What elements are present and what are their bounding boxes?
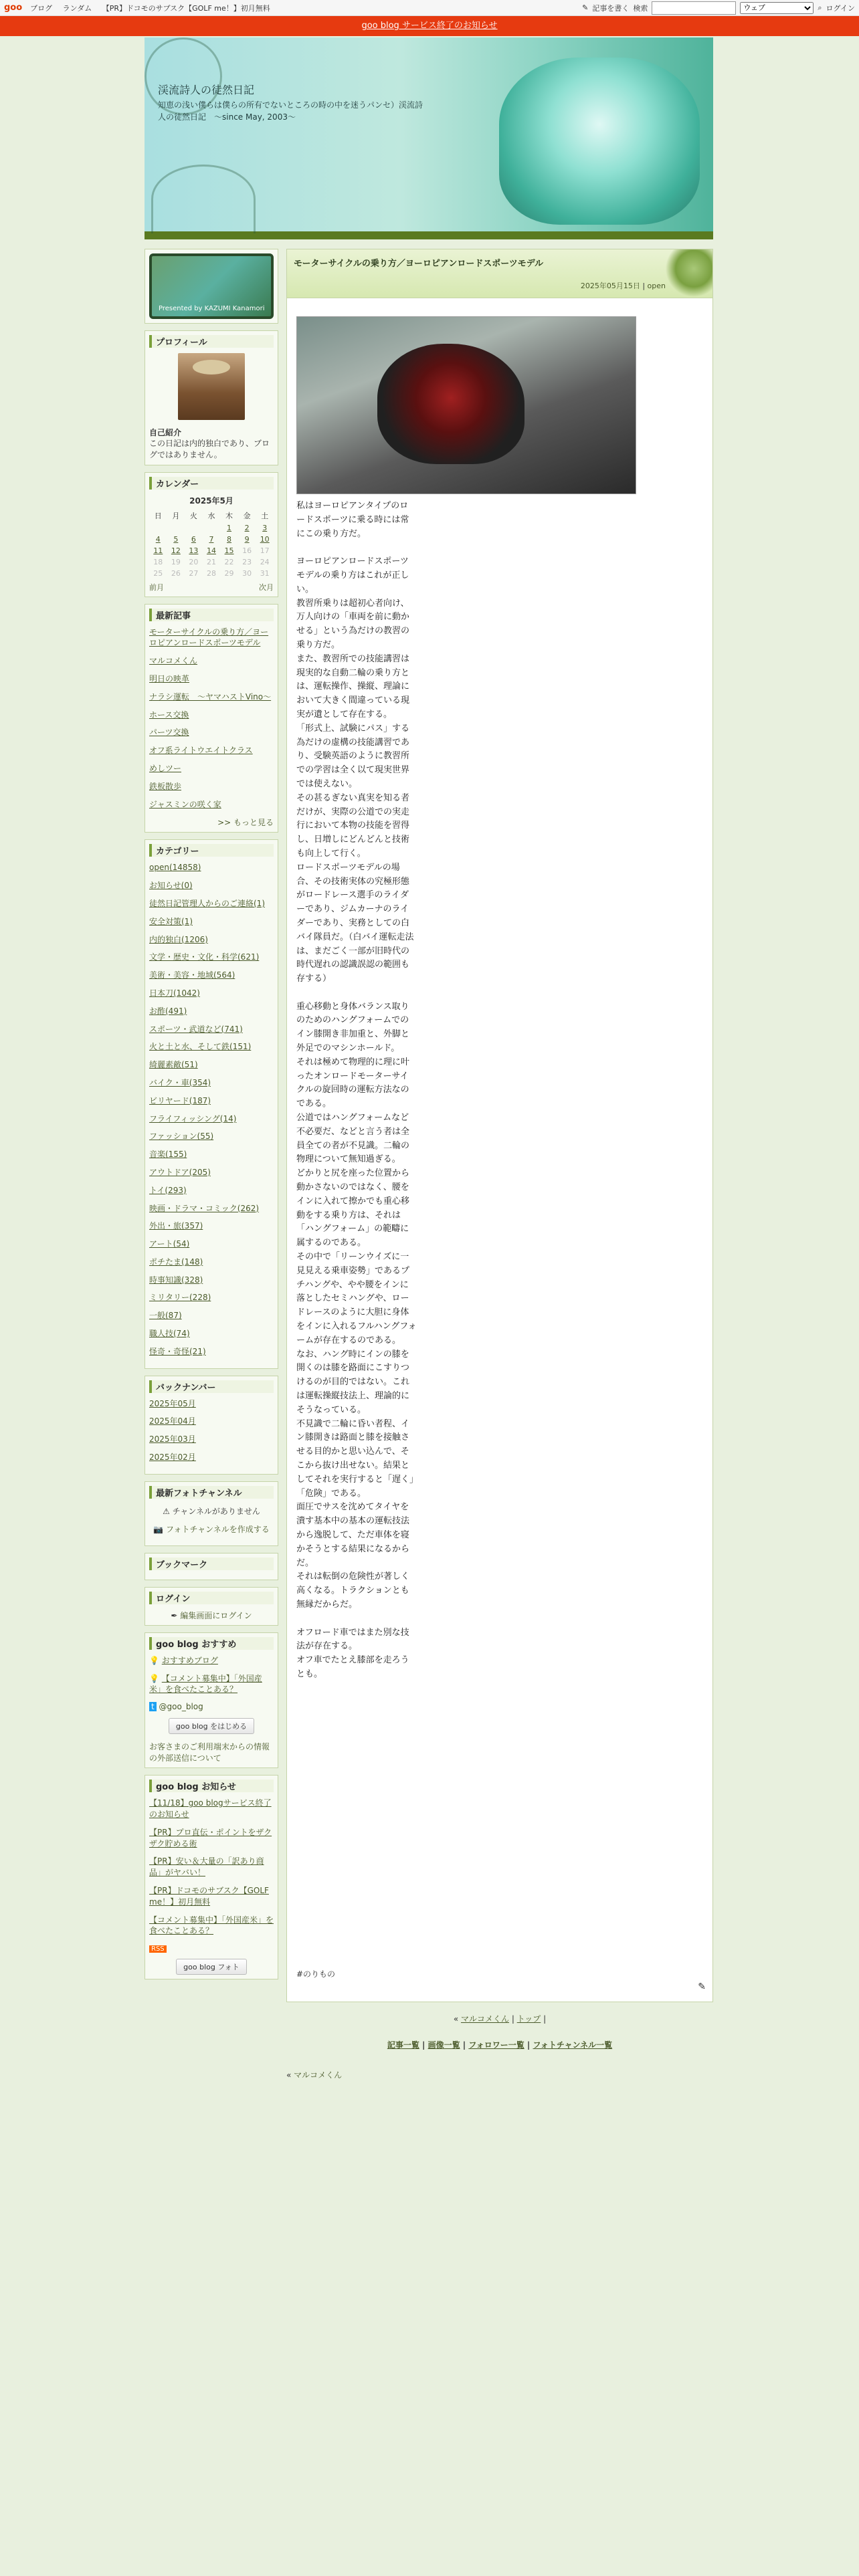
- calendar-day[interactable]: 8: [227, 534, 232, 544]
- banner-text: Presented by KAZUMI Kanamori: [159, 305, 265, 312]
- login-box: [145, 1587, 278, 1626]
- list-item: [149, 799, 274, 811]
- warning-icon: ⚠: [163, 1506, 170, 1516]
- list-item: [149, 1310, 274, 1321]
- category-link[interactable]: アート(54): [149, 1239, 190, 1249]
- calendar-day[interactable]: 1: [227, 523, 232, 532]
- list-item: [149, 898, 274, 909]
- category-link[interactable]: 日本刀(1042): [149, 988, 200, 998]
- backnumber-list: [149, 1398, 274, 1463]
- recommend-heading: goo blog おすすめ: [149, 1637, 274, 1650]
- index-link-images[interactable]: 画像一覧: [427, 2040, 460, 2050]
- list-item: [149, 655, 274, 667]
- list-item: [149, 1328, 274, 1339]
- list-item: [149, 880, 274, 891]
- news-link[interactable]: 【PR】ドコモのサブスク【GOLF me！】初月無料: [149, 1886, 269, 1907]
- header-photo: [499, 58, 700, 225]
- camera-icon: 📷: [153, 1524, 164, 1534]
- calendar-nav: [149, 582, 274, 593]
- list-item: [149, 710, 274, 721]
- category-link[interactable]: 時事知識(328): [149, 1275, 203, 1285]
- recommend-box: [145, 1632, 278, 1768]
- list-item: [149, 1275, 274, 1286]
- list-item: [149, 916, 274, 928]
- article-meta: 2025年05月15日 | open: [580, 282, 666, 290]
- back-post-link[interactable]: マルコメくん: [294, 2070, 343, 2080]
- pager: « マルコメくん | トップ | 記事一覧 | 画像一覧 | フォロワー一覧 | フォトチャンネル一覧: [286, 2013, 713, 2065]
- list-item: [149, 745, 274, 756]
- calendar-day: 26: [171, 568, 181, 578]
- category-link[interactable]: 外出・旅(357): [149, 1221, 203, 1231]
- categories-box: [145, 839, 278, 1368]
- calendar-day: 27: [189, 568, 199, 578]
- top-link[interactable]: トップ: [516, 2014, 541, 2024]
- pen-icon: ✒: [171, 1610, 178, 1620]
- index-link-photochannels[interactable]: フォトチャンネル一覧: [533, 2040, 613, 2050]
- search-label: 検索: [633, 3, 648, 13]
- category-link[interactable]: 一般(87): [149, 1311, 182, 1321]
- list-item: [149, 1434, 274, 1445]
- backnumber-link[interactable]: 2025年02月: [149, 1453, 196, 1463]
- calendar-day[interactable]: 7: [209, 534, 214, 544]
- leaf-decoration: [666, 249, 712, 298]
- search-input[interactable]: [652, 1, 736, 15]
- list-item: [149, 1077, 274, 1089]
- list-item: [149, 1827, 274, 1850]
- category-link[interactable]: 安全対策(1): [149, 916, 193, 926]
- category-link[interactable]: 火と土と水、そして鉄(151): [149, 1042, 252, 1052]
- category-link[interactable]: 音楽(155): [149, 1150, 187, 1160]
- list-item: [149, 627, 274, 649]
- list-item: [149, 1095, 274, 1107]
- photo-button[interactable]: goo blog フォト: [176, 1959, 247, 1975]
- article-author[interactable]: open: [647, 282, 666, 290]
- photo-channel-heading: 最新フォトチャンネル: [149, 1486, 274, 1499]
- backnumber-link[interactable]: 2025年03月: [149, 1434, 196, 1444]
- more-link[interactable]: >> もっと見る: [217, 818, 274, 828]
- category-link[interactable]: アウトドア(205): [149, 1167, 211, 1177]
- calendar-caption: 2025年5月: [189, 496, 233, 506]
- service-notice-link[interactable]: goo blog サービス終了のお知らせ: [361, 21, 498, 31]
- calendar-day[interactable]: 4: [155, 534, 161, 544]
- calendar-day[interactable]: 11: [153, 546, 163, 555]
- page-wrapper: [145, 37, 713, 2080]
- article-body: 私はヨーロピアンタイプのロードスポーツに乗る時には常にこの乗り方だ。 ヨーロピアンロードスポーツモデルの乗り方はこれが正しい。 教習所乗りは超初心者向け、万人向けの「車両を前に動かせる」という為だけの教習の乗り方だ。 また、教習所での技能講習は現実的な自動二輪の乗り方とは、運転操作、操縦、理論において大きく間違っている現実が遺として存在する。 「形式上、試験にパス」する為だけの虚構の技能講習であり、受験英語のように教習所での学習は全く以て現実世界では使えない。 その甚るぎない真実を知る者だけが、実際の公道での実走行において本物の技能を習得し、日増しにどんどんと技術も向上して行く。 ロードスポーツモデルの場合、その技術実体の究極形態がロードレース選手のライダーであり、ジムカーナのライダーであり、実務としての白バイ隊員だ。（白バイ運転走法は、まだごく一部が旧時代の時代遅れの認識誤認の範囲も存する） 重心移動と身体バランス取りのためのハングフォームでのイン膝開き非加重と、外脚と外足でのマシンホールド。 それは極めて物理的に理に叶ったオンロードモーターサイクルの旋回時の運転方法なのである。 公道ではハングフォームなど不必要だ、などと言う者は全員全ての者が不見識。二輪の物理について無知過ぎる。 どかりと尻を座った位置から動かさないのではなく、腰をインに入れて擦かでも重心移動をする乗り方は、それは「ハングフォーム」の範疇に属するのである。 その中で「リーンウイズに一見見える乗車姿勢」であるプチハングや、やや腰をインに落としたセミハングや、ロードレースのように大胆に身体をインに入れるフルハングフォームが存在するのである。 なお、ハング時にインの膝を開くのは膝を路面にこすりつけるのが目的ではない。これは運転操縦技法上、理論的にそうなっている。 不見識で二輪に昏い者程、イン膝開きは路面と膝を接触させる目的かと思い込んで、そこから抜け出せない。結果としてそれを実行すると「遅く」「危険」である。 面圧でサスを沈めてタイヤを潰す基本中の基本の運転技法から逸脱して、ただ車体を寝かそうとする結果になるからだ。 それは転倒の危険性が著しく高くなる。トラクションとも無縁だからだ。 オフロード車ではまた別な技法が存在する。 オフ車でたとえ膝部を走ろうとも。: [296, 501, 417, 1679]
- goo-logo[interactable]: goo: [4, 3, 23, 13]
- twitter-link[interactable]: @goo_blog: [159, 1702, 203, 1712]
- weekday-header: 土: [261, 511, 269, 520]
- calendar-day: [167, 522, 185, 534]
- article-date[interactable]: 2025年05月15日: [580, 282, 640, 290]
- search-button[interactable]: ⌕: [818, 3, 822, 12]
- calendar-day[interactable]: 15: [224, 546, 234, 555]
- category-link[interactable]: 美術・美容・地域(564): [149, 970, 235, 980]
- list-item: [149, 1220, 274, 1232]
- backnumber-link[interactable]: 2025年04月: [149, 1416, 196, 1426]
- category-link[interactable]: お知らせ(0): [149, 881, 193, 891]
- toolbar-right: [582, 1, 855, 15]
- recent-list: [149, 627, 274, 811]
- list-item: [149, 1167, 274, 1178]
- calendar-day: 17: [260, 546, 270, 555]
- recent-post-link[interactable]: めしツー: [149, 763, 182, 773]
- index-link-followers[interactable]: フォロワー一覧: [468, 2040, 524, 2050]
- recent-post-link[interactable]: オフ系ライトウエイトクラス: [149, 746, 253, 756]
- calendar-day: 30: [242, 568, 252, 578]
- recent-post-link[interactable]: ジャスミンの咲く家: [149, 799, 221, 809]
- recommend-item[interactable]: おすすめブログ: [161, 1655, 218, 1665]
- index-link-articles[interactable]: 記事一覧: [387, 2040, 419, 2050]
- calendar-day: 19: [171, 557, 181, 566]
- backnumber-link[interactable]: 2025年05月: [149, 1398, 196, 1408]
- twitter-row: [149, 1702, 274, 1711]
- category-link[interactable]: フライフィッシング(14): [149, 1113, 237, 1123]
- profile-name: 自己紹介: [149, 428, 182, 437]
- calendar-day: 28: [206, 568, 216, 578]
- category-link[interactable]: open(14858): [149, 863, 201, 873]
- bookmark-heading: ブックマーク: [149, 1558, 274, 1570]
- recommend-item[interactable]: 【コメント募集中】「外国産米」を食べたことある？: [149, 1673, 262, 1695]
- category-link[interactable]: ファッション(55): [149, 1132, 214, 1142]
- news-heading: goo blog お知らせ: [149, 1780, 274, 1792]
- ornament-decoration: [151, 165, 256, 233]
- article-photo[interactable]: [296, 316, 636, 494]
- list-item: [149, 1024, 274, 1035]
- calendar-day: [203, 522, 221, 534]
- list-item: [149, 1798, 274, 1820]
- list-item: [149, 1346, 274, 1358]
- list-item: [149, 934, 274, 946]
- blog-header: [145, 37, 713, 239]
- list-item: [149, 1257, 274, 1268]
- banner-box: [145, 249, 278, 324]
- list-item: [149, 862, 274, 873]
- list-item: [149, 1915, 274, 1937]
- list-item: [149, 1856, 274, 1879]
- article-tag[interactable]: #のりもの: [296, 1969, 336, 1979]
- toolbar-nav: [30, 3, 278, 13]
- article-header: [287, 249, 712, 298]
- avatar: [178, 353, 245, 420]
- news-link[interactable]: 【11/18】goo blogサービス終了のお知らせ: [149, 1798, 272, 1820]
- photo-channel-create: [149, 1523, 274, 1535]
- list-item: [149, 952, 274, 963]
- list-item: [149, 1149, 274, 1160]
- weekday-header: 水: [207, 511, 215, 520]
- category-link[interactable]: お酢(491): [149, 1006, 187, 1016]
- calendar-day[interactable]: 2: [244, 523, 250, 532]
- calendar-day: 16: [242, 546, 252, 555]
- category-link[interactable]: 徒然日記管理人からのご連絡(1): [149, 898, 265, 908]
- list-item: [149, 988, 274, 999]
- back-link-row: « マルコメくん: [286, 2070, 343, 2080]
- list-item: [149, 1292, 274, 1303]
- sidebar: [145, 249, 278, 1986]
- category-link[interactable]: 綺麗素敵(51): [149, 1060, 198, 1070]
- recent-post-link[interactable]: ホース交換: [149, 710, 189, 720]
- bulb-icon: 💡: [149, 1673, 159, 1683]
- category-link[interactable]: トイ(293): [149, 1185, 187, 1195]
- news-box: [145, 1775, 278, 1979]
- calendar-day: 29: [224, 568, 234, 578]
- start-blog-button[interactable]: goo blog をはじめる: [169, 1718, 254, 1734]
- recent-post-link[interactable]: ナラシ運転 ～ヤマハストVino～: [149, 691, 272, 702]
- news-link[interactable]: 【PR】安い＆大量の「訳あり商品」がヤバい！: [149, 1856, 264, 1878]
- recent-post-link[interactable]: モーターサイクルの乗り方／ヨーロピアンロードスポーツモデル: [149, 627, 269, 648]
- twitter-icon: t: [149, 1702, 157, 1711]
- recent-post-link[interactable]: 明日の映革: [149, 673, 190, 683]
- weekday-header: 木: [225, 511, 233, 520]
- recent-post-link[interactable]: パーツ交換: [149, 728, 189, 738]
- calendar-day[interactable]: 6: [191, 534, 196, 544]
- calendar-day[interactable]: 9: [244, 534, 250, 544]
- weekday-header: 火: [189, 511, 197, 520]
- search-scope-select[interactable]: [740, 2, 814, 14]
- calendar-box: [145, 472, 278, 597]
- list-item: [149, 673, 274, 685]
- list-item: [149, 1113, 274, 1125]
- article: [286, 249, 713, 2002]
- bulb-icon: 💡: [149, 1655, 159, 1665]
- nav-blog[interactable]: ブログ: [30, 3, 53, 13]
- edit-icon[interactable]: ✎: [698, 1981, 706, 1992]
- list-item: [149, 1203, 274, 1214]
- calendar-day: [185, 522, 203, 534]
- list-item: [149, 1239, 274, 1250]
- calendar-day: 20: [189, 557, 199, 566]
- news-list: [149, 1798, 274, 1937]
- photo-channel-create-link[interactable]: フォトチャンネルを作成する: [166, 1524, 270, 1534]
- main-column: [286, 249, 713, 2002]
- recent-heading: 最新記事: [149, 609, 274, 621]
- list-item: [149, 1398, 274, 1410]
- list-item: [149, 1185, 274, 1196]
- blog-description: 知恵の浅い僕らは僕らの所有でないところの時の中を迷うパンセ）渓流詩人の徒然日記 ～since May, 2003～: [158, 100, 423, 122]
- list-item: [149, 691, 274, 703]
- login-link[interactable]: ログイン: [826, 3, 855, 13]
- list-item: [149, 1885, 274, 1908]
- calendar-day[interactable]: 13: [189, 546, 199, 555]
- calendar-day: [149, 522, 167, 534]
- category-link[interactable]: 映画・ドラマ・コミック(262): [149, 1203, 260, 1213]
- recent-post-link[interactable]: 鉄板散歩: [149, 781, 182, 791]
- calendar-day: 18: [153, 557, 163, 566]
- calendar-day[interactable]: 3: [262, 523, 268, 532]
- rss-icon[interactable]: RSS: [149, 1943, 274, 1953]
- profile-box: [145, 330, 278, 465]
- category-link[interactable]: ミリタリー(228): [149, 1293, 211, 1303]
- login-row: [149, 1610, 274, 1621]
- index-links: 記事一覧 | 画像一覧 | フォロワー一覧 | フォトチャンネル一覧: [387, 2040, 613, 2050]
- calendar-day: 25: [153, 568, 163, 578]
- profile-text: この日記は内的独白であり、ブログではありません。: [149, 439, 270, 459]
- category-link[interactable]: スポーツ・武道など(741): [149, 1024, 243, 1034]
- profile-heading: プロフィール: [149, 335, 274, 348]
- calendar-heading: カレンダー: [149, 477, 274, 490]
- calendar-day: 23: [242, 557, 252, 566]
- photo-channel-box: [145, 1481, 278, 1546]
- list-item: [149, 1006, 274, 1017]
- calendar-next-link[interactable]: 次月: [259, 582, 274, 592]
- list-item: [149, 1452, 274, 1463]
- recommend-list: [149, 1655, 274, 1695]
- categories-heading: カテゴリー: [149, 844, 274, 857]
- category-link[interactable]: 文学・歴史・文化・科学(621): [149, 952, 260, 962]
- backnumber-box: [145, 1376, 278, 1475]
- motorcycle-image: [377, 344, 524, 464]
- nav-pr[interactable]: 【PR】ドコモのサブスク【GOLF me！】初月無料: [102, 3, 270, 13]
- news-link[interactable]: 【コメント募集中】「外国産米」を食べたことある？: [149, 1915, 274, 1936]
- category-link[interactable]: 内的独白(1206): [149, 934, 208, 944]
- external-notice-link[interactable]: お客さまのご利用端末からの情報の外部送信について: [149, 1742, 270, 1763]
- article-title[interactable]: モーターサイクルの乗り方／ヨーロピアンロードスポーツモデル: [294, 259, 544, 269]
- category-link[interactable]: バイク・車(354): [149, 1077, 211, 1087]
- calendar-day[interactable]: 14: [206, 546, 216, 555]
- category-link[interactable]: 怪奇・奇怪(21): [149, 1346, 206, 1356]
- pencil-icon: ✎: [582, 3, 589, 12]
- weekday-header: 月: [172, 511, 180, 520]
- calendar-day: 31: [260, 568, 270, 578]
- category-link[interactable]: ビリヤード(187): [149, 1095, 211, 1105]
- calendar-day[interactable]: 12: [171, 546, 181, 555]
- category-link[interactable]: 職人技(74): [149, 1329, 190, 1339]
- calendar-prev-link[interactable]: 前月: [149, 582, 164, 592]
- calendar-table: [149, 509, 274, 579]
- login-heading: ログイン: [149, 1592, 274, 1604]
- list-item: [149, 1416, 274, 1427]
- bookmark-box: [145, 1553, 278, 1580]
- prev-post-link[interactable]: マルコメくん: [460, 2014, 509, 2024]
- list-item: [149, 970, 274, 981]
- nav-random[interactable]: ランダム: [62, 3, 92, 13]
- weekday-header: 金: [243, 511, 251, 520]
- service-notice-bar: [0, 16, 859, 36]
- top-toolbar: [0, 0, 859, 16]
- backnumber-heading: バックナンバー: [149, 1380, 274, 1393]
- category-list: [149, 862, 274, 1357]
- list-item: [149, 1131, 274, 1142]
- login-link[interactable]: 編集画面にログイン: [180, 1610, 252, 1620]
- blog-banner[interactable]: [149, 253, 274, 319]
- list-item: [149, 763, 274, 774]
- recent-posts-box: [145, 604, 278, 833]
- list-item: [149, 781, 274, 792]
- calendar-day: 22: [224, 557, 234, 566]
- recent-post-link[interactable]: マルコメくん: [149, 656, 198, 666]
- list-item: [149, 727, 274, 738]
- photo-channel-empty: ⚠ チャンネルがありません: [163, 1506, 260, 1516]
- news-link[interactable]: 【PR】プロ直伝・ポイントをザクザク貯める術: [149, 1827, 272, 1848]
- write-link[interactable]: 記事を書く: [592, 3, 630, 13]
- weekday-header: 日: [154, 511, 162, 520]
- calendar-day: 21: [206, 557, 216, 566]
- category-link[interactable]: ポチたま(148): [149, 1257, 203, 1267]
- list-item: [149, 1059, 274, 1071]
- blog-title[interactable]: 渓流詩人の徒然日記: [158, 84, 255, 96]
- calendar-day: 24: [260, 557, 270, 566]
- calendar-day[interactable]: 10: [260, 534, 270, 544]
- list-item: [149, 1041, 274, 1053]
- calendar-day[interactable]: 5: [173, 534, 179, 544]
